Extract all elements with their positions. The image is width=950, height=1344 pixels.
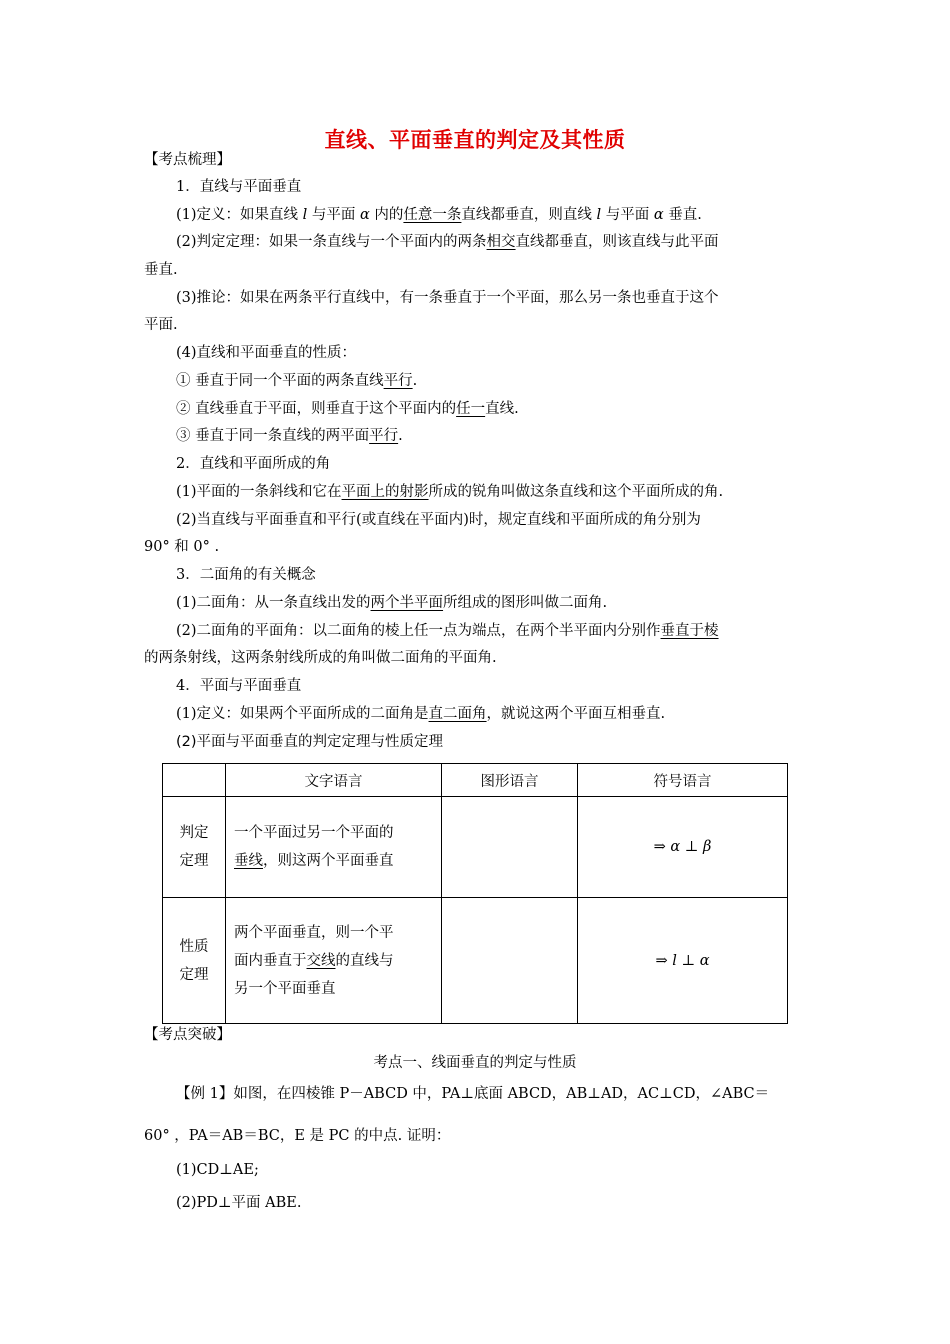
- table-caption: (2)平面与平面垂直的判定定理与性质定理: [176, 734, 444, 750]
- section-heading-breakthrough: 【考点突破】: [144, 1027, 231, 1043]
- cell-text: 另一个平面垂直: [234, 980, 336, 997]
- cell-text: 一个平面过另一个平面的: [234, 825, 394, 841]
- example-1-line-cont: 60° ，PA＝AB＝BC，E 是 PC 的中点. 证明：: [144, 1128, 451, 1144]
- text-language-cell: [226, 898, 442, 1024]
- cell-text: 垂线，则这两个平面垂直: [234, 853, 394, 869]
- dihedral-definition: (1)二面角：从一条直线出发的两个半平面所组成的图形叫做二面角.: [176, 595, 608, 611]
- symbol-cell: [578, 797, 788, 898]
- figure-cell: [442, 797, 578, 898]
- row-label: 性质: [179, 938, 209, 955]
- theorem-table: [162, 763, 788, 1024]
- angle-rule-cont: 90° 和 0° .: [144, 539, 220, 555]
- plane-angle-definition-cont: 的两条射线，这两条射线所成的角叫做二面角的平面角.: [144, 650, 497, 666]
- example-1-part-1: (1)CD⊥AE;: [176, 1162, 259, 1178]
- row-label: 定理: [179, 966, 209, 983]
- corollary-line: (3)推论：如果在两条平行直线中，有一条垂直于一个平面，那么另一条也垂直于这个: [176, 290, 719, 306]
- heading-1: 1．直线与平面垂直: [176, 179, 302, 195]
- property-heading: (4)直线和平面垂直的性质：: [176, 345, 357, 361]
- row-label: 判定: [179, 825, 209, 841]
- property-item-1: ① 垂直于同一个平面的两条直线平行.: [176, 373, 418, 389]
- heading-2: 2．直线和平面所成的角: [176, 456, 331, 472]
- figure-cell: [442, 898, 578, 1024]
- table-row: [163, 797, 788, 898]
- table-header-row: [163, 764, 788, 797]
- cell-text: 两个平面垂直，则一个平: [234, 924, 394, 941]
- topic-heading: 考点一、线面垂直的判定与性质: [373, 1055, 577, 1071]
- symbol-text: ⇒ α ⊥ β: [653, 839, 712, 855]
- page-title: 直线、平面垂直的判定及其性质: [324, 128, 626, 152]
- table-header-cell: 符号语言: [578, 764, 788, 797]
- property-item-3: ③ 垂直于同一条直线的两平面平行.: [176, 428, 403, 444]
- table-row: [163, 898, 788, 1024]
- table-header-cell: 文字语言: [226, 764, 442, 797]
- example-1-line: 【例 1】如图，在四棱锥 P－ABCD 中，PA⊥底面 ABCD，AB⊥AD，AC⊥CD，∠ABC＝: [176, 1086, 770, 1102]
- row-label-cell: [163, 898, 226, 1024]
- row-label-cell: [163, 797, 226, 898]
- section-heading-review: 【考点梳理】: [144, 152, 231, 168]
- table-header-cell: [163, 764, 226, 797]
- plane-perp-definition: (1)定义：如果两个平面所成的二面角是直二面角，就说这两个平面互相垂直.: [176, 706, 666, 722]
- criterion-line-cont: 垂直.: [144, 262, 178, 278]
- corollary-line-cont: 平面.: [144, 317, 178, 333]
- angle-definition: (1)平面的一条斜线和它在平面上的射影所成的锐角叫做这条直线和这个平面所成的角.: [176, 484, 724, 500]
- criterion-line: (2)判定定理：如果一条直线与一个平面内的两条相交直线都垂直，则该直线与此平面: [176, 234, 719, 250]
- heading-4: 4．平面与平面垂直: [176, 678, 302, 694]
- text-language-cell: [226, 797, 442, 898]
- example-1-part-2: (2)PD⊥平面 ABE.: [176, 1195, 302, 1211]
- table-header-cell: 图形语言: [442, 764, 578, 797]
- definition-line: (1)定义：如果直线 l 与平面 α 内的任意一条直线都垂直，则直线 l 与平面 α 垂直.: [176, 207, 702, 223]
- cell-text: 面内垂直于交线的直线与: [234, 952, 394, 969]
- property-item-2: ② 直线垂直于平面，则垂直于这个平面内的任一直线.: [176, 401, 519, 417]
- symbol-cell: [578, 898, 788, 1024]
- row-label: 定理: [179, 853, 209, 869]
- angle-rule: (2)当直线与平面垂直和平行(或直线在平面内)时，规定直线和平面所成的角分别为: [176, 512, 701, 528]
- symbol-text: ⇒ l ⊥ α: [655, 952, 710, 969]
- plane-angle-definition: (2)二面角的平面角：以二面角的棱上任一点为端点，在两个半平面内分别作垂直于棱: [176, 623, 719, 639]
- heading-3: 3．二面角的有关概念: [176, 567, 316, 583]
